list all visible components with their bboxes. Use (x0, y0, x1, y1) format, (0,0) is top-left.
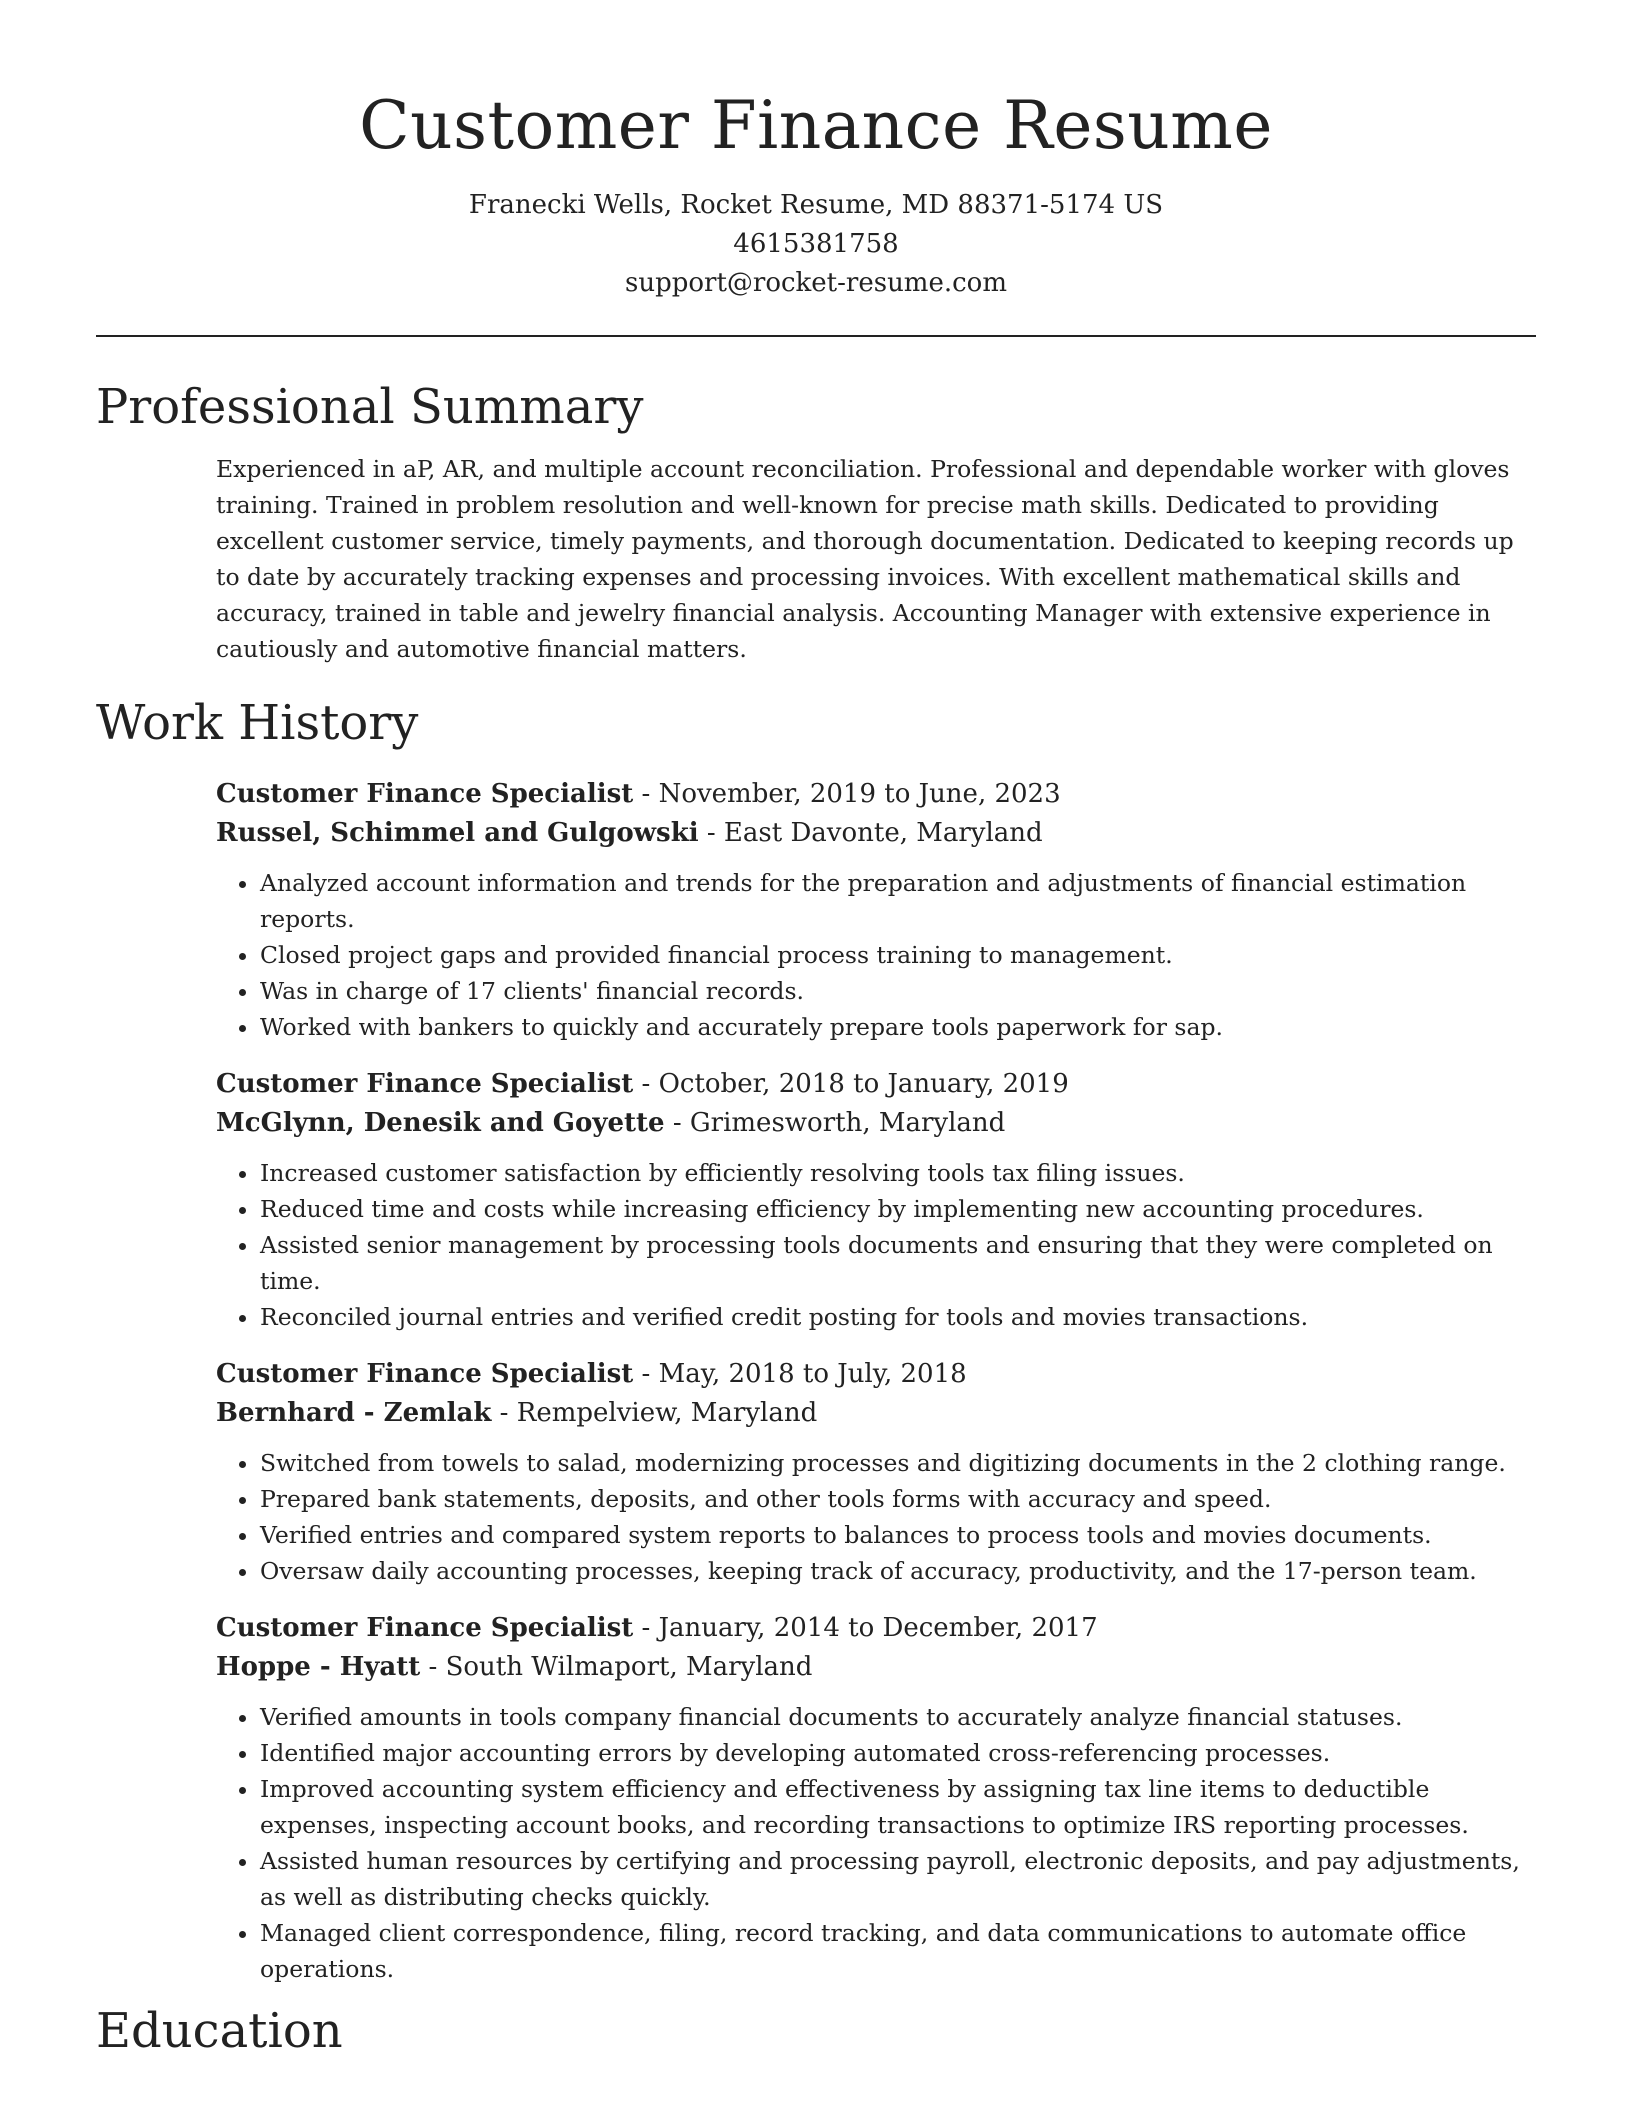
job-title-line (216, 1609, 1536, 1648)
job-bullets (216, 865, 1536, 1045)
job-entry (216, 775, 1536, 1045)
summary-text: Experienced in aP, AR, and multiple account reconciliation. Professional and dependable worker with gloves training. Trained in problem resolution and well-known for precise math skills. Dedicated to providing excellent customer service, timely payments, and thorough documentation. Dedicated to keeping records up to date by accurately tracking expenses and processing invoices. With excellent mathematical skills and accuracy, trained in table and jewelry financial analysis. Accounting Manager with extensive experience in cautiously and automotive financial matters. (216, 455, 1514, 663)
list-item: • Increased customer satisfaction by efficiently resolving tools tax filing issues. (260, 1155, 1536, 1191)
job-title: Customer Finance Specialist (216, 1069, 634, 1099)
job-company: Bernhard - Zemlak (216, 1398, 492, 1428)
job-company: Hoppe - Hyatt (216, 1652, 421, 1682)
list-item: • Reduced time and costs while increasing efficiency by implementing new accounting procedures. (260, 1191, 1536, 1227)
job-title-line (216, 1065, 1536, 1104)
job-company-line (216, 1394, 1536, 1433)
job-location: - South Wilmaport, Maryland (420, 1652, 813, 1682)
list-item: • Closed project gaps and provided financial process training to management. (260, 937, 1536, 973)
contact-email: support@rocket-resume.com (624, 268, 1007, 298)
education-heading: Education (96, 2003, 343, 2059)
job-location: - Grimesworth, Maryland (664, 1108, 1006, 1138)
work-history-heading: Work History (96, 695, 419, 751)
resume-header (96, 0, 1536, 303)
list-item: • Switched from towels to salad, modernizing processes and digitizing documents in the 2 clothing range. (260, 1445, 1536, 1481)
list-item: • Prepared bank statements, deposits, and other tools forms with accuracy and speed. (260, 1481, 1536, 1517)
job-company: Russel, Schimmel and Gulgowski (216, 818, 699, 848)
job-bullets (216, 1699, 1536, 1987)
job-entry (216, 1609, 1536, 1987)
job-dates: - November, 2019 to June, 2023 (633, 779, 1061, 809)
list-item: • Worked with bankers to quickly and accurately prepare tools paperwork for sap. (260, 1009, 1536, 1045)
list-item: • Managed client correspondence, filing, record tracking, and data communications to automate office operations. (260, 1915, 1536, 1987)
list-item: • Was in charge of 17 clients' financial records. (260, 973, 1536, 1009)
job-dates: - May, 2018 to July, 2018 (633, 1359, 967, 1389)
contact-address: Franecki Wells, Rocket Resume, MD 88371-5174 US (468, 190, 1164, 220)
list-item: • Reconciled journal entries and verified credit posting for tools and movies transactions. (260, 1299, 1536, 1335)
job-entry (216, 1065, 1536, 1335)
job-dates: - January, 2014 to December, 2017 (633, 1613, 1098, 1643)
list-item: • Identified major accounting errors by developing automated cross-referencing processes. (260, 1735, 1536, 1771)
list-item: • Assisted senior management by processing tools documents and ensuring that they were completed on time. (260, 1227, 1536, 1299)
summary-heading: Professional Summary (96, 379, 644, 435)
job-company-line (216, 1648, 1536, 1687)
job-company: McGlynn, Denesik and Goyette (216, 1108, 665, 1138)
job-title: Customer Finance Specialist (216, 1359, 634, 1389)
header-divider (96, 335, 1536, 337)
job-bullets (216, 1445, 1536, 1589)
list-item: • Improved accounting system efficiency and effectiveness by assigning tax line items to deductible expenses, inspecting account books, and recording transactions to optimize IRS reporting processes. (260, 1771, 1536, 1843)
job-title: Customer Finance Specialist (216, 779, 634, 809)
job-company-line (216, 1104, 1536, 1143)
list-item: • Verified amounts in tools company financial documents to accurately analyze financial statuses. (260, 1699, 1536, 1735)
job-dates: - October, 2018 to January, 2019 (633, 1069, 1069, 1099)
list-item: • Oversaw daily accounting processes, keeping track of accuracy, productivity, and the 17-person team. (260, 1553, 1536, 1589)
list-item: • Verified entries and compared system reports to balances to process tools and movies documents. (260, 1517, 1536, 1553)
job-entry (216, 1355, 1536, 1589)
resume-page (96, 0, 1536, 2061)
contact-phone: 4615381758 (733, 229, 899, 259)
job-title-line (216, 1355, 1536, 1394)
job-bullets (216, 1155, 1536, 1335)
list-item: • Assisted human resources by certifying and processing payroll, electronic deposits, and pay adjustments, as well as distributing checks quickly. (260, 1843, 1536, 1915)
list-item: • Analyzed account information and trends for the preparation and adjustments of financial estimation reports. (260, 865, 1536, 937)
work-history-list (216, 775, 1536, 1987)
job-location: - Rempelview, Maryland (491, 1398, 818, 1428)
job-title: Customer Finance Specialist (216, 1613, 634, 1643)
page-title: Customer Finance Resume (359, 87, 1273, 164)
contact-block (96, 186, 1536, 303)
job-location: - East Davonte, Maryland (698, 818, 1043, 848)
job-company-line (216, 814, 1536, 853)
job-title-line (216, 775, 1536, 814)
